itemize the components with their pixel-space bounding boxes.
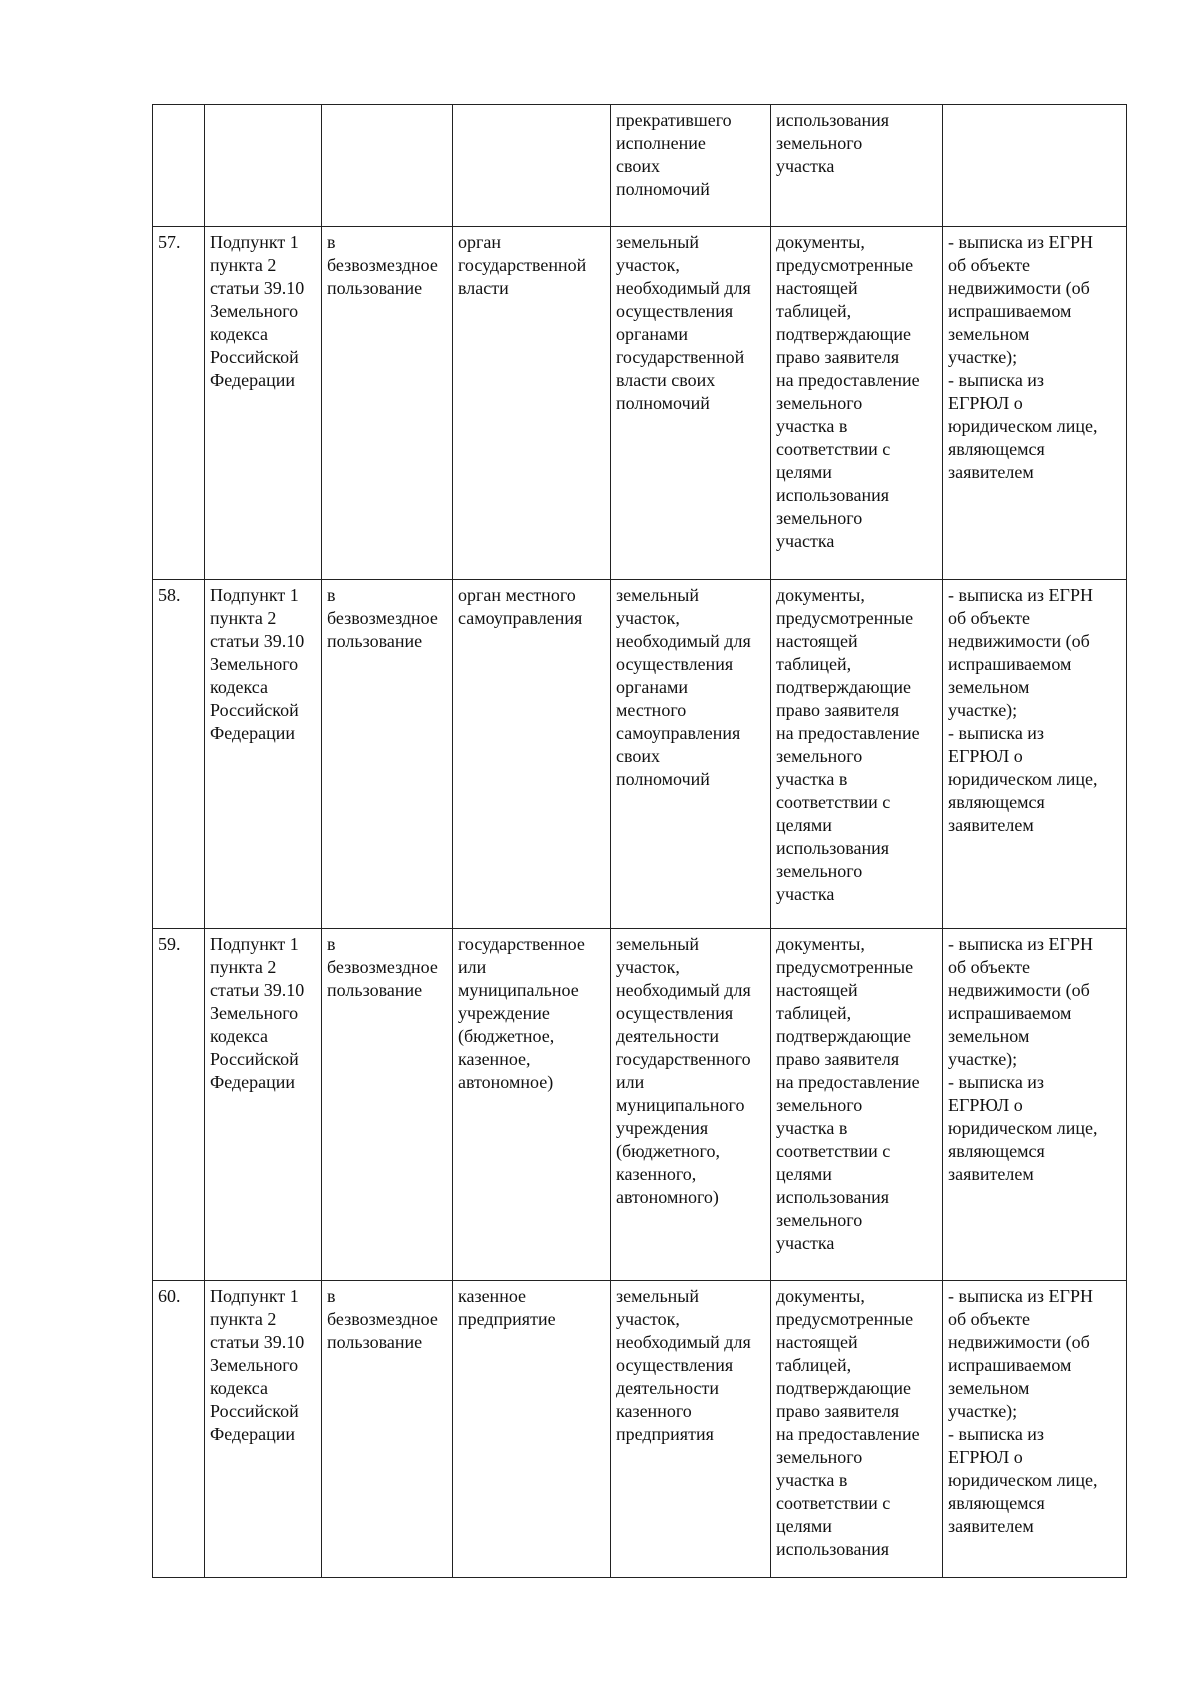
cell-right-type bbox=[322, 105, 453, 227]
basis-text: Подпункт 1 пункта 2 статьи 39.10 Земельного кодекса Российской Федерации bbox=[210, 1286, 305, 1444]
cell-documents bbox=[771, 105, 943, 227]
cell-extracts bbox=[943, 227, 1127, 580]
cell-purpose bbox=[611, 1281, 771, 1578]
purpose-text: земельный участок, необходимый для осуществления деятельности государственного или муниципального учреждения (бюджетного, казенного, автономного) bbox=[616, 934, 751, 1207]
cell-documents bbox=[771, 227, 943, 580]
table-row bbox=[153, 227, 1127, 580]
extracts-text: - выписка из ЕГРН об объекте недвижимости (об испрашиваемом земельном участке); - выписка из ЕГРЮЛ о юридическом лице, являющемся заявителем bbox=[948, 1286, 1098, 1536]
cell-number bbox=[153, 929, 205, 1281]
documents-text: документы, предусмотренные настоящей таблицей, подтверждающие право заявителя на предоставление земельного участка в соответствии с целями использования земельного участка bbox=[776, 585, 920, 904]
table-row bbox=[153, 929, 1127, 1281]
row-number: 60. bbox=[158, 1286, 181, 1306]
cell-right-type bbox=[322, 1281, 453, 1578]
extracts-text: - выписка из ЕГРН об объекте недвижимости (об испрашиваемом земельном участке); - выписка из ЕГРЮЛ о юридическом лице, являющемся заявителем bbox=[948, 232, 1098, 482]
cell-purpose bbox=[611, 580, 771, 929]
documents-text: документы, предусмотренные настоящей таблицей, подтверждающие право заявителя на предоставление земельного участка в соответствии с целями использования земельного участка bbox=[776, 934, 920, 1253]
applicant-text: орган государственной власти bbox=[458, 232, 587, 298]
basis-text: Подпункт 1 пункта 2 статьи 39.10 Земельного кодекса Российской Федерации bbox=[210, 934, 305, 1092]
purpose-text: прекратившего исполнение своих полномочий bbox=[616, 110, 732, 199]
cell-purpose bbox=[611, 929, 771, 1281]
cell-number bbox=[153, 1281, 205, 1578]
purpose-text: земельный участок, необходимый для осуществления органами государственной власти своих полномочий bbox=[616, 232, 751, 413]
right-type-text: в безвозмездное пользование bbox=[327, 585, 438, 651]
purpose-text: земельный участок, необходимый для осуществления деятельности казенного предприятия bbox=[616, 1286, 751, 1444]
cell-basis bbox=[205, 929, 322, 1281]
cell-number bbox=[153, 580, 205, 929]
extracts-text: - выписка из ЕГРН об объекте недвижимости (об испрашиваемом земельном участке); - выписка из ЕГРЮЛ о юридическом лице, являющемся заявителем bbox=[948, 934, 1098, 1184]
cell-number bbox=[153, 105, 205, 227]
cell-right-type bbox=[322, 227, 453, 580]
table-row bbox=[153, 580, 1127, 929]
right-type-text: в безвозмездное пользование bbox=[327, 1286, 438, 1352]
cell-purpose bbox=[611, 105, 771, 227]
cell-purpose bbox=[611, 227, 771, 580]
applicant-text: государственное или муниципальное учреждение (бюджетное, казенное, автономное) bbox=[458, 934, 585, 1092]
row-number: 57. bbox=[158, 232, 181, 252]
cell-basis bbox=[205, 1281, 322, 1578]
cell-right-type bbox=[322, 929, 453, 1281]
cell-extracts bbox=[943, 105, 1127, 227]
basis-text: Подпункт 1 пункта 2 статьи 39.10 Земельного кодекса Российской Федерации bbox=[210, 232, 305, 390]
cell-basis bbox=[205, 105, 322, 227]
cell-documents bbox=[771, 580, 943, 929]
basis-text: Подпункт 1 пункта 2 статьи 39.10 Земельного кодекса Российской Федерации bbox=[210, 585, 305, 743]
cell-applicant bbox=[453, 1281, 611, 1578]
cell-extracts bbox=[943, 929, 1127, 1281]
row-number: 59. bbox=[158, 934, 181, 954]
right-type-text: в безвозмездное пользование bbox=[327, 232, 438, 298]
cell-number bbox=[153, 227, 205, 580]
extracts-text: - выписка из ЕГРН об объекте недвижимости (об испрашиваемом земельном участке); - выписка из ЕГРЮЛ о юридическом лице, являющемся заявителем bbox=[948, 585, 1098, 835]
cell-extracts bbox=[943, 580, 1127, 929]
right-type-text: в безвозмездное пользование bbox=[327, 934, 438, 1000]
table-row bbox=[153, 1281, 1127, 1578]
cell-right-type bbox=[322, 580, 453, 929]
cell-applicant bbox=[453, 580, 611, 929]
documents-text: документы, предусмотренные настоящей таблицей, подтверждающие право заявителя на предоставление земельного участка в соответствии с целями использования земельного участка bbox=[776, 232, 920, 551]
applicant-text: казенное предприятие bbox=[458, 1286, 556, 1329]
cell-documents bbox=[771, 1281, 943, 1578]
land-provision-table bbox=[152, 104, 1127, 1578]
cell-documents bbox=[771, 929, 943, 1281]
applicant-text: орган местного самоуправления bbox=[458, 585, 583, 628]
cell-extracts bbox=[943, 1281, 1127, 1578]
purpose-text: земельный участок, необходимый для осуществления органами местного самоуправления своих полномочий bbox=[616, 585, 751, 789]
documents-text: использования земельного участка bbox=[776, 110, 890, 176]
row-number: 58. bbox=[158, 585, 181, 605]
cell-applicant bbox=[453, 105, 611, 227]
cell-basis bbox=[205, 580, 322, 929]
table-row-continuation bbox=[153, 105, 1127, 227]
cell-applicant bbox=[453, 227, 611, 580]
documents-text: документы, предусмотренные настоящей таблицей, подтверждающие право заявителя на предоставление земельного участка в соответствии с целями использования bbox=[776, 1286, 920, 1559]
cell-applicant bbox=[453, 929, 611, 1281]
cell-basis bbox=[205, 227, 322, 580]
